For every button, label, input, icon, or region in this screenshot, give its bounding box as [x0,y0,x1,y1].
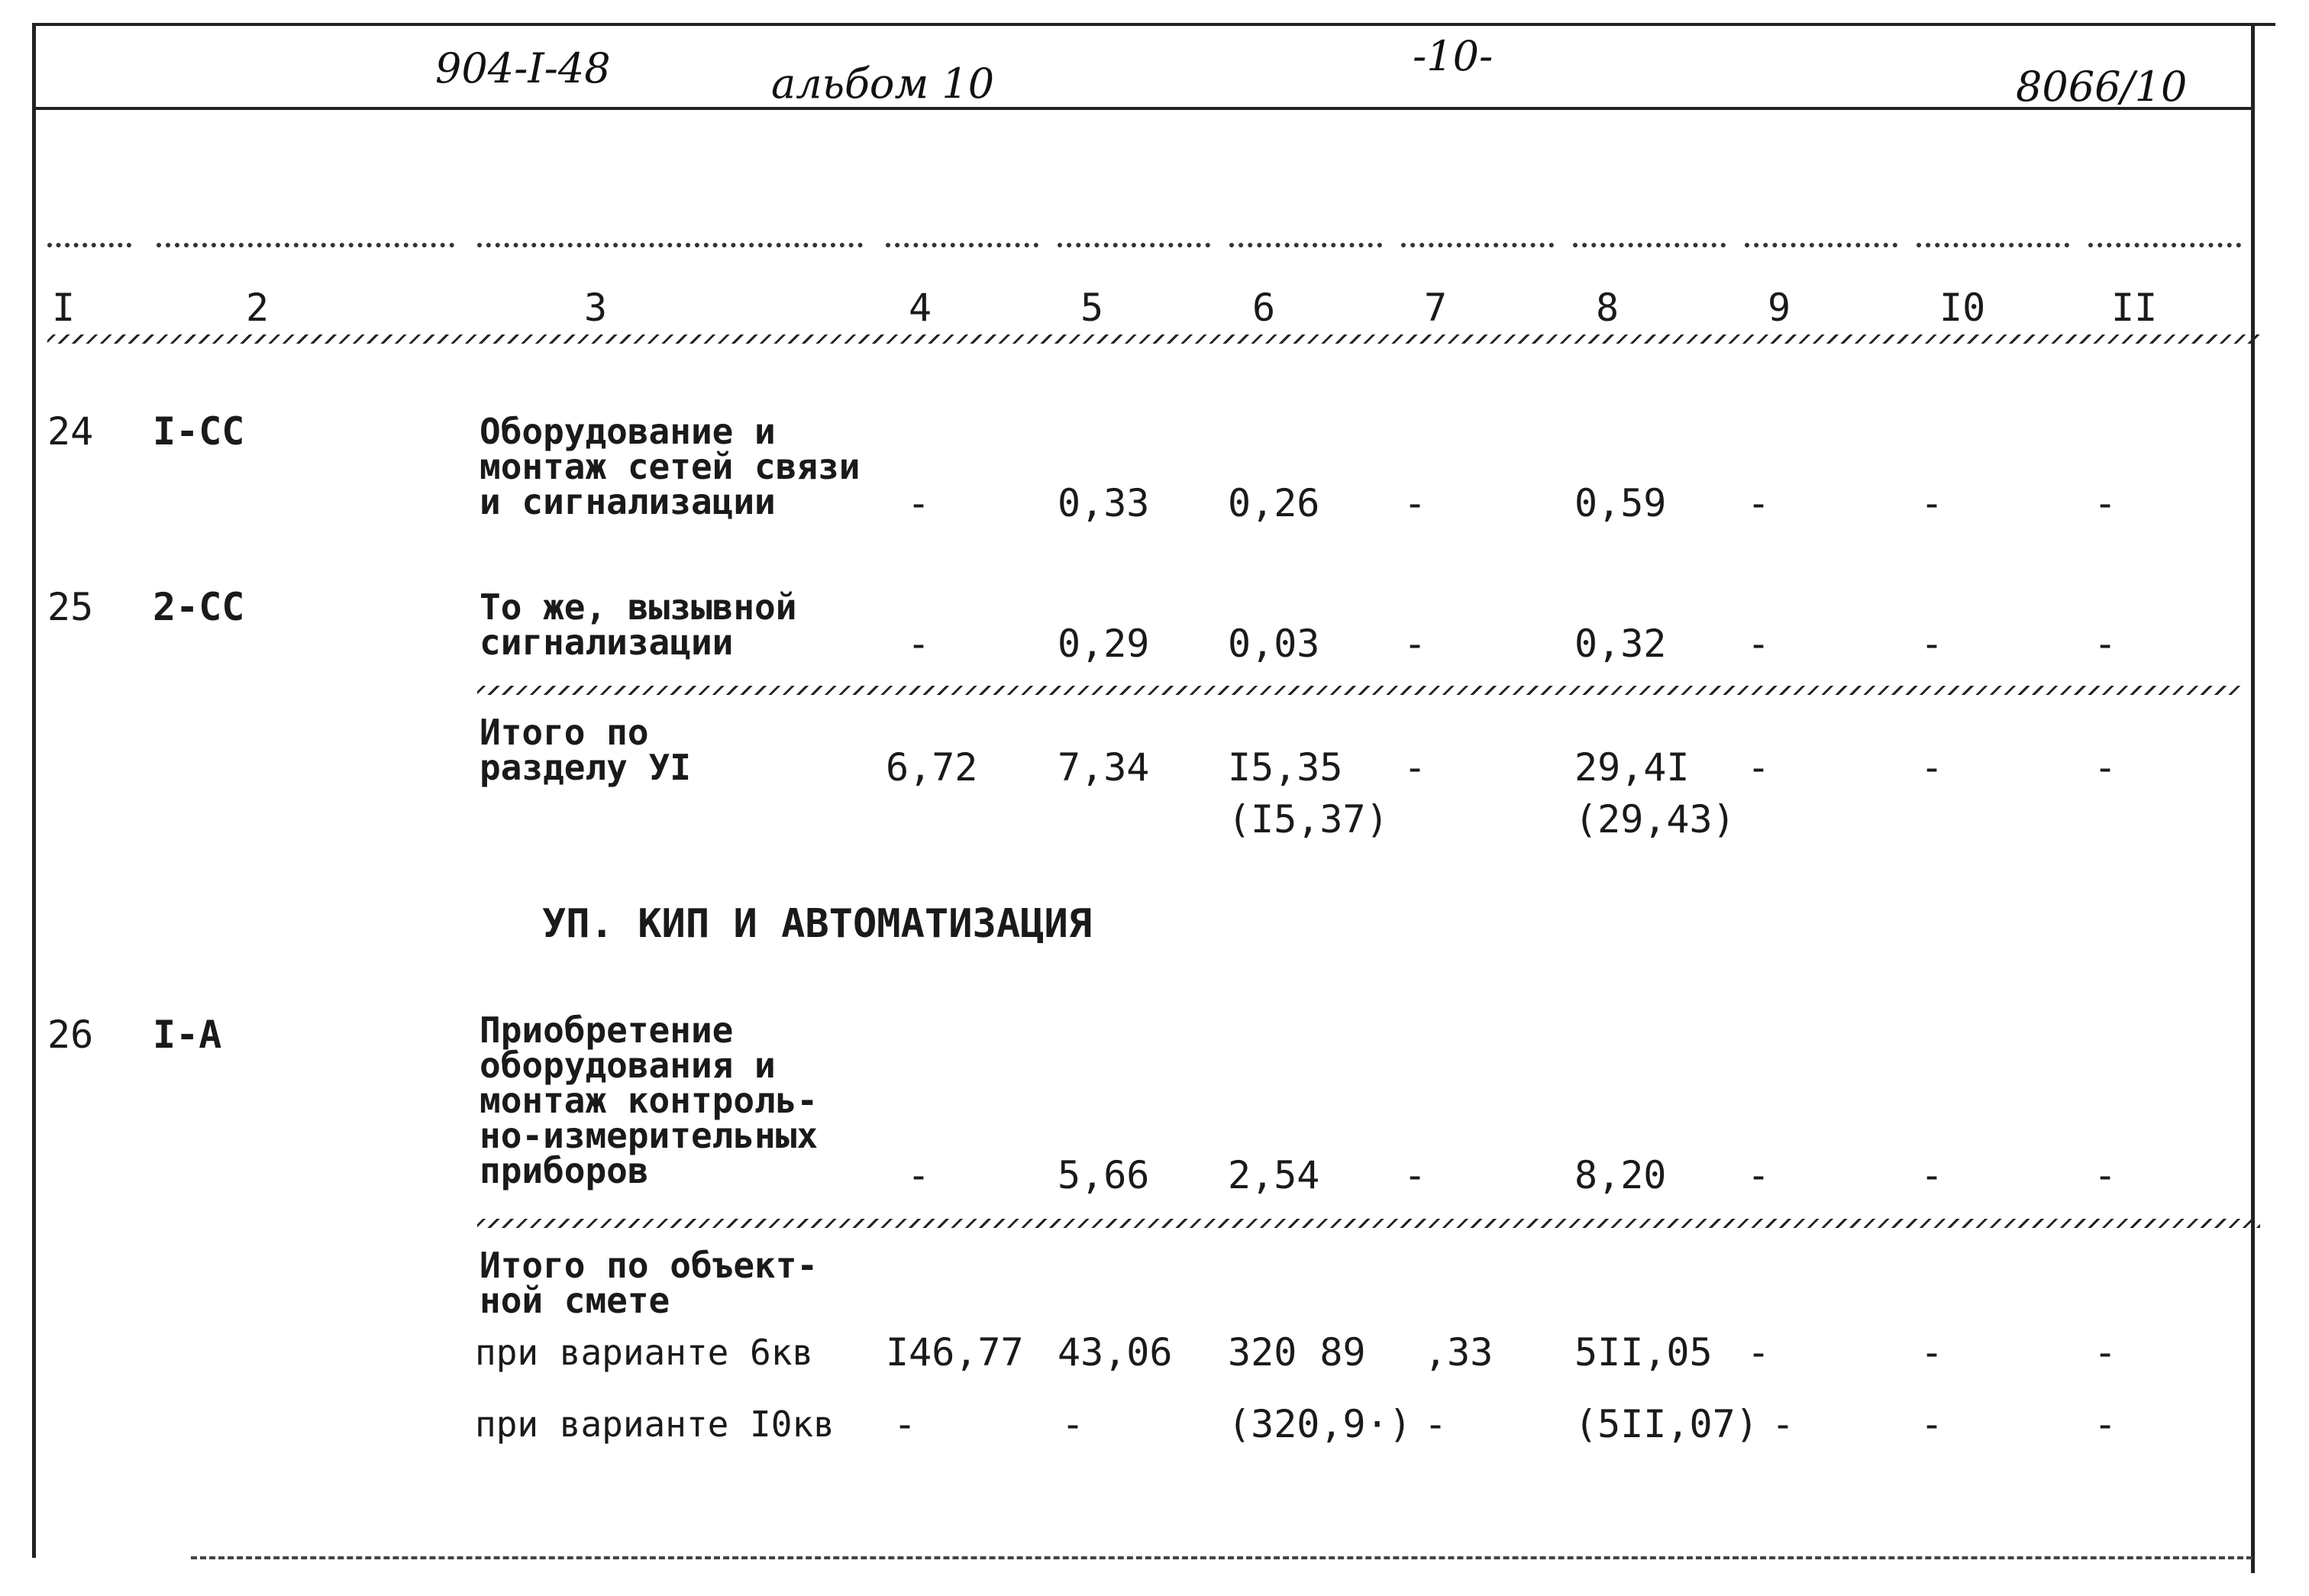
row-code: I-А [153,1013,222,1057]
page-number: -10- [1413,32,1494,80]
col-header-11: II [2111,286,2158,330]
header-rule [32,107,2254,110]
cell-c8: 0,32 [1574,622,1667,666]
cell-c11: - [2094,1330,2117,1375]
col-header-6: 6 [1252,286,1276,330]
cell-c6: (320,9·) [1228,1402,1412,1446]
header-dotted-rule [47,243,131,247]
cell-c6: 320 89 [1228,1330,1366,1375]
cell-c8: 0,59 [1574,481,1667,525]
cell-c4: - [907,481,931,525]
col-header-10: I0 [1939,286,1986,330]
cell-c11: - [2094,622,2117,666]
col-header-8: 8 [1596,286,1620,330]
variant-6kv-label: при варианте 6кв [475,1332,814,1373]
col-header-5: 5 [1080,286,1104,330]
cell-c6: 0,03 [1228,622,1320,666]
col-header-4: 4 [909,286,932,330]
cell-c9: - [1747,1330,1771,1375]
frame-left-border [32,23,36,1558]
cell-c9: - [1747,481,1771,525]
cell-c4: I46,77 [886,1330,1024,1375]
col-header-7: 7 [1424,286,1448,330]
header-dotted-rule [2088,243,2241,247]
col-header-2: 2 [246,286,270,330]
cell-c9: - [1747,1153,1771,1197]
col-header-3: 3 [584,286,608,330]
cell-c11: - [2094,1402,2117,1446]
cell-c6: I5,35 [1228,745,1343,790]
cell-c4: - [907,1153,931,1197]
header-dotted-rule [1229,243,1382,247]
row-description: Оборудование и монтаж сетей связи и сигнализации [480,411,861,522]
header-dotted-rule [1573,243,1726,247]
cell-c5: 7,34 [1058,745,1150,790]
cell-c6: 2,54 [1228,1153,1320,1197]
cell-c7: - [1403,622,1427,666]
cell-c11: - [2094,1153,2117,1197]
subtotal-wavy-rule [477,686,2241,695]
cell-c9: - [1747,745,1771,790]
variant-10kv-label: при варианте I0кв [475,1404,835,1445]
cell-c7: - [1403,745,1427,790]
header-wavy-rule [47,334,2262,344]
sheet-code: 8066/10 [2016,63,2188,111]
cell-c8: 29,4I [1574,745,1690,790]
cell-c11: - [2094,481,2117,525]
row-code: I-CC [153,409,245,454]
header-dotted-rule [1917,243,2069,247]
cell-c10: - [1920,745,1944,790]
header-dotted-rule [157,243,454,247]
cell-c7: - [1424,1402,1448,1446]
album-label: альбом 10 [771,60,995,108]
cell-c5: 5,66 [1058,1153,1150,1197]
header-dotted-rule [1058,243,1210,247]
cell-c10: - [1920,1402,1944,1446]
cell-c5: 0,29 [1058,622,1150,666]
cell-c10: - [1920,1153,1944,1197]
cell-c5: - [1061,1402,1085,1446]
col-header-1: I [52,286,76,330]
cell-c5: 43,06 [1058,1330,1173,1375]
row-number: 24 [47,409,94,454]
row-code: 2-CC [153,585,245,629]
cell-c7: - [1403,1153,1427,1197]
frame-top-border [32,23,2275,26]
col-header-9: 9 [1768,286,1791,330]
cell-c8: (5II,07) [1574,1402,1758,1446]
cell-c6-alt: (I5,37) [1228,797,1389,842]
cell-c7: ,33 [1424,1330,1494,1375]
total-label: Итого по объект- ной смете [480,1245,819,1321]
section-heading: УП. КИП И АВТОМАТИЗАЦИЯ [542,901,1093,947]
cell-c9: - [1771,1402,1795,1446]
header-dotted-rule [477,243,863,247]
row-description: Приобретение оборудования и монтаж контроль- но-измерительных приборов [480,1010,819,1191]
header-dotted-rule [1745,243,1897,247]
row-number: 26 [47,1013,94,1057]
cell-c8: 8,20 [1574,1153,1667,1197]
total-wavy-rule [477,1219,2260,1228]
subtotal-label: Итого по разделу УI [480,712,691,788]
cell-c4: - [907,622,931,666]
cell-c4: 6,72 [886,745,978,790]
cell-c11: - [2094,745,2117,790]
cell-c7: - [1403,481,1427,525]
cell-c5: 0,33 [1058,481,1150,525]
row-description: То же, вызывной сигнализации [480,586,797,663]
project-code: 904-I-48 [435,44,611,92]
cell-c6: 0,26 [1228,481,1320,525]
cell-c4: - [893,1402,917,1446]
cell-c8-alt: (29,43) [1574,797,1736,842]
cell-c10: - [1920,481,1944,525]
cell-c8: 5II,05 [1574,1330,1713,1375]
header-dotted-rule [886,243,1038,247]
row-number: 25 [47,585,94,629]
cell-c9: - [1747,622,1771,666]
frame-right-border [2251,23,2255,1573]
cell-c10: - [1920,1330,1944,1375]
header-dotted-rule [1401,243,1554,247]
bottom-rule [191,1556,2252,1559]
cell-c10: - [1920,622,1944,666]
